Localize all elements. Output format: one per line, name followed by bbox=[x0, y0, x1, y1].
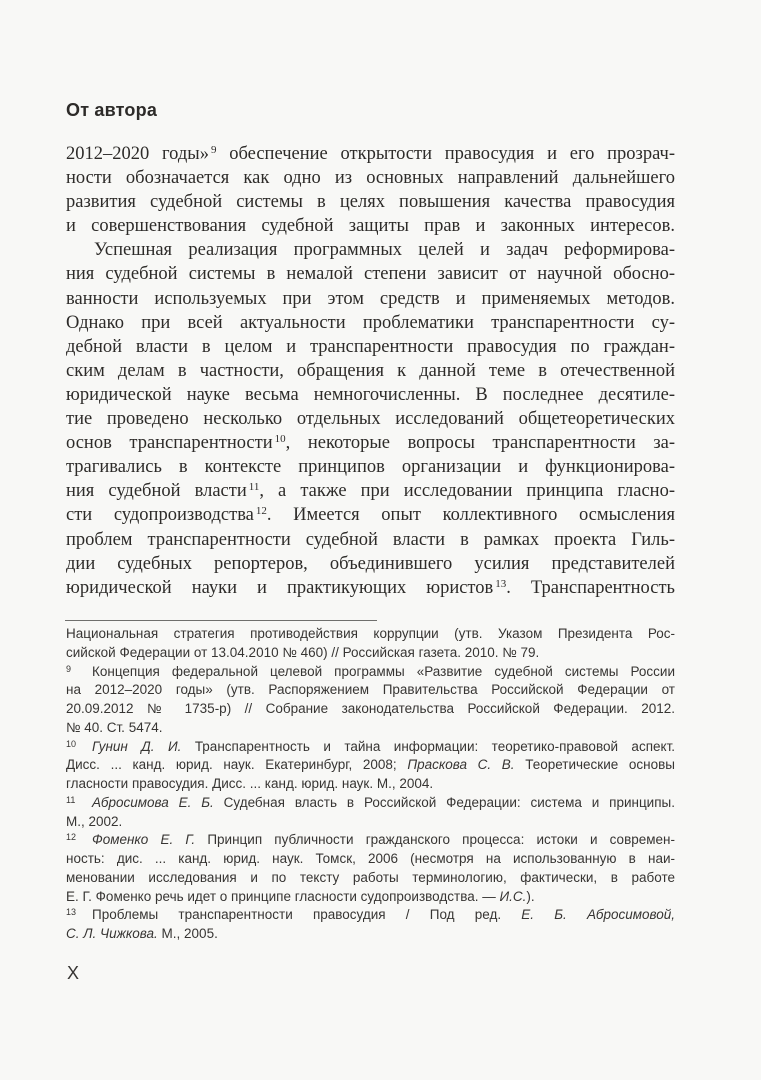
body-line bbox=[66, 431, 675, 455]
body-line bbox=[66, 455, 675, 479]
text-segment: № 40. Ст. 5474. bbox=[66, 719, 163, 735]
footnote-line bbox=[66, 888, 675, 907]
body-line bbox=[66, 142, 675, 166]
text-segment: ванности используемых при этом средств и применяемых методов. bbox=[66, 288, 675, 309]
text-segment: ). bbox=[526, 888, 535, 904]
text-segment: дии судебных репортеров, объединившего усилия представителей bbox=[66, 553, 675, 574]
text-segment: 2012–2020 годы» bbox=[66, 144, 209, 164]
footnote-line bbox=[66, 906, 675, 925]
text-segment: ность: дис. ... канд. юрид. наук. Томск, 2006 (несмотря на использованную в наи- bbox=[66, 851, 675, 866]
footnote-line bbox=[66, 625, 675, 644]
text-segment: М., 2005. bbox=[157, 926, 218, 941]
footnote-line bbox=[66, 794, 675, 813]
text-segment: Транспарентность и тайна информации: теоретико-правовой аспект. bbox=[181, 738, 676, 754]
text-segment: Успешная реализация программных целей и задач реформирова- bbox=[94, 240, 675, 261]
footnote-line bbox=[66, 813, 675, 832]
text-segment: проблем транспарентности судебной власти в рамках проекта Гиль- bbox=[66, 529, 675, 550]
text-segment: сийской Федерации от 13.04.2010 № 460) // Российская газета. 2010. № 79. bbox=[66, 644, 540, 660]
text-segment: дебной власти в целом и транспарентности правосудия по граждан- bbox=[66, 336, 675, 357]
footnote-line bbox=[66, 831, 675, 850]
body-line bbox=[66, 238, 675, 262]
body-line bbox=[66, 359, 675, 383]
text-segment: , а также при исследовании принципа гласно- bbox=[259, 481, 675, 502]
text-segment: 20.09.2012 № 1735-р) // Собрание законодательства Российской Федерации. 2012. bbox=[66, 701, 675, 716]
text-segment: Гунин Д. И. bbox=[92, 738, 182, 754]
text-segment: Е. Б. Абросимовой, bbox=[521, 907, 676, 923]
text-segment: . Имеется опыт коллективного осмысления bbox=[266, 505, 675, 526]
text-segment: юридической науки и практикующих юристов bbox=[66, 577, 494, 598]
body-line bbox=[66, 287, 675, 311]
body-line bbox=[66, 383, 675, 407]
text-segment: ния судебной власти bbox=[66, 481, 247, 502]
body-line bbox=[66, 335, 675, 359]
text-segment: Концепция федеральной целевой программы «Развитие судебной системы России bbox=[92, 663, 675, 679]
text-segment: на 2012–2020 годы» (утв. Распоряжением Правительства Российской Федерации от bbox=[66, 682, 675, 698]
text-segment: ния судебной системы в немалой степени зависит от научной обосно- bbox=[66, 264, 675, 285]
text-segment: Праскова С. В. bbox=[407, 757, 515, 773]
body-line bbox=[66, 576, 675, 600]
text-segment: С. Л. Чижкова. bbox=[66, 926, 158, 941]
text-segment: , некоторые вопросы транспарентности за- bbox=[285, 433, 676, 454]
text-segment: . Транспарентность bbox=[506, 577, 675, 598]
body-line bbox=[66, 407, 675, 431]
footnote-number: 13 bbox=[66, 907, 77, 918]
footnote-line bbox=[66, 644, 675, 663]
footnote-ref: 11 bbox=[248, 481, 260, 494]
text-segment: Е. Г. Фоменко речь идет о принципе гласности судопроизводства. — bbox=[66, 888, 500, 904]
text-segment: Национальная стратегия противодействия коррупции (утв. Указом Президента Рос- bbox=[66, 626, 675, 641]
body-line bbox=[66, 262, 675, 286]
footnote-line bbox=[66, 869, 675, 888]
footnote-line bbox=[66, 719, 675, 738]
text-segment: тие проведено несколько отдельных исследований общетеоретических bbox=[66, 409, 675, 430]
body-line bbox=[66, 311, 675, 335]
footnote-ref: 10 bbox=[274, 433, 286, 446]
footnote-line bbox=[66, 663, 675, 682]
footnote-line bbox=[66, 681, 675, 700]
footnote-number: 11 bbox=[66, 794, 76, 805]
body-line bbox=[66, 479, 675, 503]
body-text bbox=[66, 142, 675, 600]
footnote-line bbox=[66, 925, 675, 944]
footnote-ref: 13 bbox=[495, 577, 507, 590]
footnote-line bbox=[66, 850, 675, 869]
text-segment: обеспечение открытости правосудия и его прозрач- bbox=[216, 144, 675, 164]
text-segment: гласности правосудия. Дисс. ... канд. юрид. наук. М., 2004. bbox=[66, 776, 434, 791]
text-segment: Фоменко Е. Г. bbox=[92, 832, 196, 848]
footnote-line bbox=[66, 775, 675, 794]
footnote-line bbox=[66, 700, 675, 719]
text-segment: Проблемы транспарентности правосудия / Под ред. bbox=[92, 907, 522, 923]
footnote-line bbox=[66, 738, 675, 757]
text-segment: Теоретические основы bbox=[514, 757, 675, 773]
footnote-ref: 9 bbox=[210, 144, 217, 156]
text-segment: меновании исследования и по тексту работы терминологию, фактически, в работе bbox=[66, 869, 675, 885]
text-segment: ности обозначается как одно из основных направлений дальнейшего bbox=[66, 168, 675, 189]
page-title: От автора bbox=[66, 100, 158, 120]
text-segment: Принцип публичности гражданского процесса: истоки и современ- bbox=[195, 832, 675, 848]
text-segment: Дисс. ... канд. юрид. наук. Екатеринбург, 2008; bbox=[66, 757, 408, 773]
body-line bbox=[66, 214, 675, 238]
body-line bbox=[66, 503, 675, 527]
footnote-line bbox=[66, 756, 675, 775]
footnote-number: 12 bbox=[66, 832, 77, 843]
text-segment: ским делам в частности, обращения к данной теме в отечественной bbox=[66, 360, 675, 381]
page-number: X bbox=[67, 963, 80, 983]
body-line bbox=[66, 528, 675, 552]
text-segment: М., 2002. bbox=[66, 813, 123, 829]
text-segment: Однако при всей актуальности проблематики транспарентности су- bbox=[66, 312, 675, 333]
body-line bbox=[66, 166, 675, 190]
text-segment: развития судебной системы в целях повышения качества правосудия bbox=[66, 192, 675, 213]
text-segment: и совершенствования судебной защиты прав и законных интересов. bbox=[66, 216, 675, 237]
text-segment: трагивались в контексте принципов организации и функционирова- bbox=[66, 457, 675, 478]
footnote-number: 10 bbox=[66, 738, 77, 749]
body-line bbox=[66, 552, 675, 576]
footnote-separator bbox=[65, 620, 377, 621]
text-segment: сти судопроизводства bbox=[66, 505, 254, 526]
body-line bbox=[66, 190, 675, 214]
footnote-ref: 12 bbox=[255, 505, 267, 518]
text-segment: Абросимова Е. Б. bbox=[92, 794, 214, 810]
text-segment: основ транспарентности bbox=[66, 433, 273, 454]
text-segment: Судебная власть в Российской Федерации: система и принципы. bbox=[213, 794, 675, 810]
footnote-number: 9 bbox=[66, 663, 72, 674]
footnotes-section bbox=[66, 625, 675, 944]
text-segment: юридической науке весьма немногочисленны. В последнее десятиле- bbox=[66, 384, 675, 405]
text-segment: И.С. bbox=[499, 888, 527, 904]
